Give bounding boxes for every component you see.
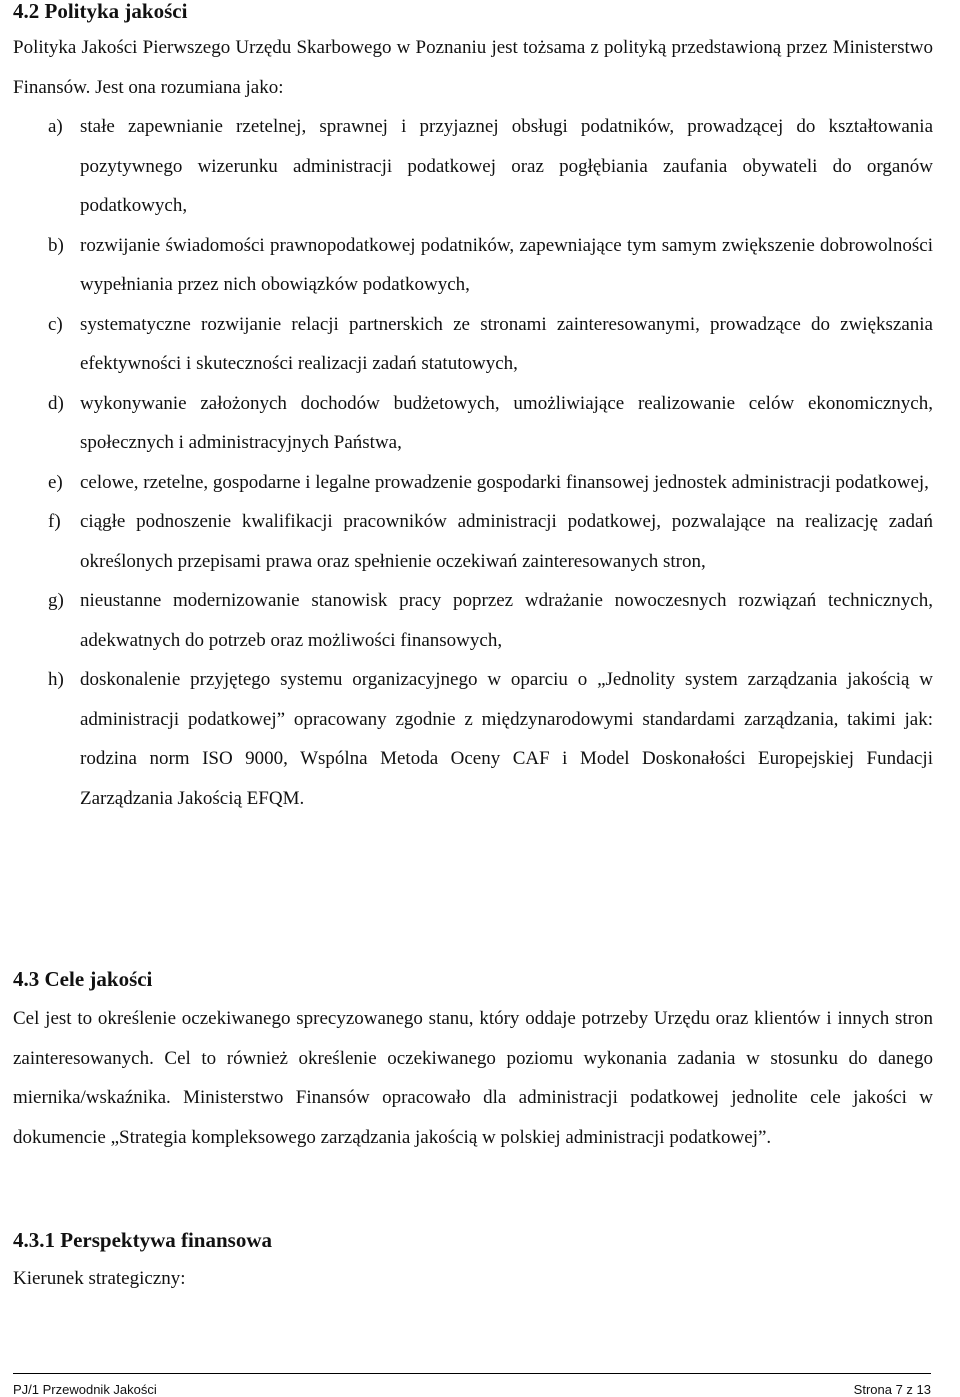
list-marker: f) (48, 511, 61, 532)
list-item-text: celowe, rzetelne, gospodarne i legalne prowadzenie gospodarki finansowej jednostek administracji podatkowej, (80, 471, 929, 493)
policy-list (13, 107, 933, 818)
section-heading: 4.2 Polityka jakości (13, 0, 188, 23)
list-marker: e) (48, 471, 63, 493)
list-item-text: ciągłe podnoszenie kwalifikacji pracowników administracji podatkowej, pozwalające na realizację zadań określonych przepisami prawa oraz spełnienie oczekiwań zainteresowanych stron, (80, 511, 933, 572)
list-item-text: doskonalenie przyjętego systemu organizacyjnego w oparciu o „Jednolity system zarządzania jakością w administracji podatkowej” opracowany zgodnie z międzynarodowymi standardami zarządzania, takimi jak: rodzina norm ISO 9000, Wspólna Metoda Oceny CAF i Model Doskonałości Europejskiej Fundacji Zarządzania Jakością EFQM. (80, 669, 933, 809)
list-item (13, 502, 933, 581)
list-marker: c) (48, 313, 63, 335)
list-item-text: wykonywanie założonych dochodów budżetowych, umożliwiające realizowanie celów ekonomicznych, społecznych i administracyjnych Państwa, (80, 392, 933, 453)
list-item (13, 581, 933, 660)
list-item (13, 660, 933, 818)
list-item-text: stałe zapewnianie rzetelnej, sprawnej i przyjaznej obsługi podatników, prowadzącej do kształtowania pozytywnego wizerunku administracji podatkowej oraz pogłębiania zaufania obywateli do organów podatkowych, (80, 116, 933, 216)
list-item (13, 384, 933, 463)
list-item-text: nieustanne modernizowanie stanowisk pracy poprzez wdrażanie nowoczesnych rozwiązań technicznych, adekwatnych do potrzeb oraz możliwości finansowych, (80, 590, 933, 651)
intro-paragraph: Polityka Jakości Pierwszego Urzędu Skarbowego w Poznaniu jest tożsama z polityką przedstawioną przez Ministerstwo Finansów. Jest ona rozumiana jako: (13, 37, 933, 98)
list-item (13, 463, 933, 503)
list-marker: b) (48, 234, 64, 256)
list-marker: a) (48, 116, 63, 137)
strategic-direction-label: Kierunek strategiczny: (13, 1268, 186, 1289)
list-marker: g) (48, 590, 64, 611)
goals-paragraph: Cel jest to określenie oczekiwanego sprecyzowanego stanu, który oddaje potrzeby Urzędu oraz klientów i innych stron zainteresowanych. Cel to również określenie oczekiwanego poziomu wykonania zadania w stosunku do danego miernika/wskaźnika. Ministerstwo Finansów opracowało dla administracji podatkowej jednolite cele jakości w dokumencie „Strategia kompleksowego zarządzania jakością w polskiej administracji podatkowej”. (13, 1008, 933, 1148)
list-item (13, 305, 933, 384)
subsection-heading: 4.3.1 Perspektywa finansowa (13, 1228, 273, 1252)
list-item (13, 107, 933, 226)
list-item (13, 226, 933, 305)
section-heading: 4.3 Cele jakości (13, 967, 153, 991)
list-marker: d) (48, 392, 64, 414)
footer-document-name: PJ/1 Przewodnik Jakości (13, 1382, 157, 1397)
list-item-text: rozwijanie świadomości prawnopodatkowej podatników, zapewniające tym samym zwiększenie dobrowolności wypełniania przez nich obowiązków podatkowych, (80, 234, 933, 295)
list-marker: h) (48, 669, 64, 690)
footer-page-number: Strona 7 z 13 (853, 1382, 931, 1397)
page-footer (13, 1373, 931, 1397)
list-item-text: systematyczne rozwijanie relacji partnerskich ze stronami zainteresowanymi, prowadzące do zwiększania efektywności i skuteczności realizacji zadań statutowych, (80, 313, 933, 374)
